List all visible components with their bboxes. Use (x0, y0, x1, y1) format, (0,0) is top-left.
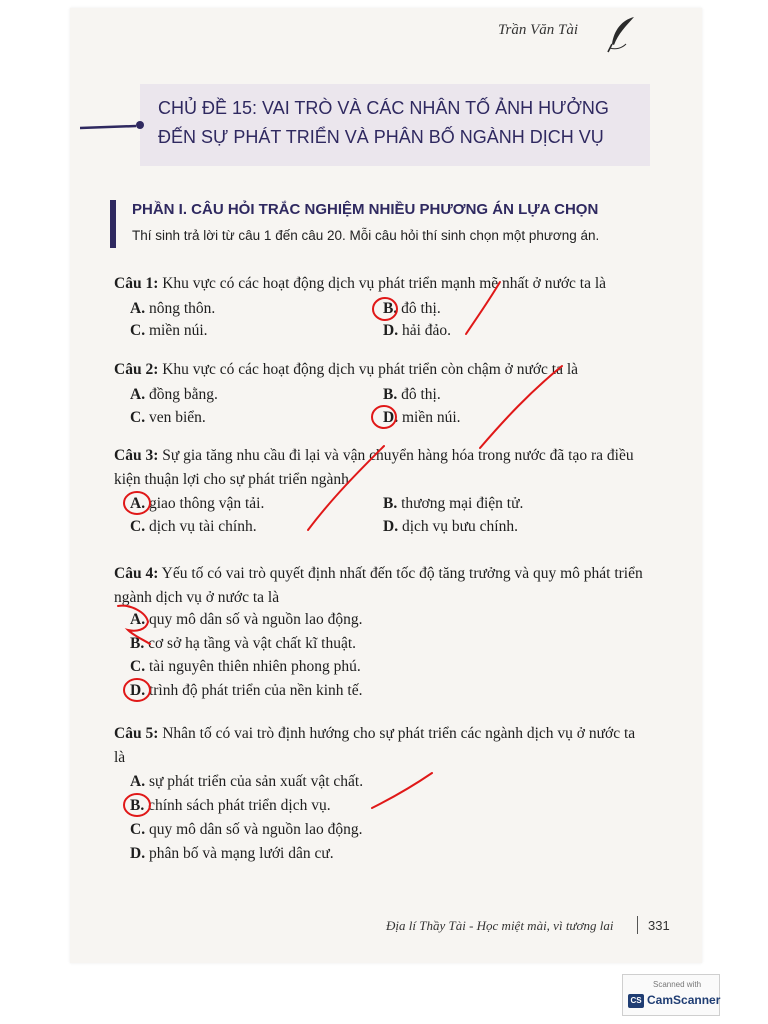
question-stem (114, 272, 649, 296)
option-2c: C. ven biển. (130, 409, 206, 426)
section-accent-bar (110, 200, 116, 248)
question-text: Sự gia tăng nhu cầu đi lại và vận chuyển hàng hóa trong nước đã tạo ra điều kiện thuận lợi cho sự phát triển ngành (114, 447, 634, 488)
question-stem (114, 722, 649, 770)
option-1d: D. hải đảo. (383, 322, 452, 339)
question-text: Nhân tố có vai trò định hướng cho sự phát triển các ngành dịch vụ ở nước ta là (114, 725, 636, 766)
section-instruction: Thí sinh trả lời từ câu 1 đến câu 20. Mỗi câu hỏi thí sinh chọn một phương án. (132, 228, 600, 243)
page-number: 331 (648, 918, 670, 933)
option-4c: C. tài nguyên thiên nhiên phong phú. (130, 658, 361, 675)
option-1a: A. nông thôn. (130, 300, 216, 317)
camscanner-watermark: Scanned with CS CamScanner (622, 974, 720, 1016)
option-3a: A. giao thông vận tải. (130, 495, 265, 512)
question-stem (114, 444, 649, 492)
chapter-title (158, 94, 638, 152)
question-number: Câu 3: (114, 447, 159, 464)
question-number: Câu 1: (114, 275, 159, 292)
option-4a: A. quy mô dân số và nguồn lao động. (130, 611, 363, 628)
question-5 (114, 722, 649, 770)
question-2 (114, 358, 649, 382)
question-1 (114, 272, 649, 296)
section-title: PHẦN I. CÂU HỎI TRẮC NGHIỆM NHIỀU PHƯƠNG ÁN LỰA CHỌN (132, 201, 599, 218)
option-5b: B. chính sách phát triển dịch vụ. (130, 797, 331, 814)
footer-text: Địa lí Thầy Tài - Học miệt mài, vì tương lai (386, 918, 614, 933)
option-5c: C. quy mô dân số và nguồn lao động. (130, 821, 363, 838)
option-2a: A. đồng bằng. (130, 386, 218, 403)
option-4d: D. trình độ phát triển của nền kinh tế. (130, 682, 363, 699)
option-3b: B. thương mại điện tử. (383, 495, 524, 512)
question-text: Khu vực có các hoạt động dịch vụ phát triển mạnh mẽ nhất ở nước ta là (162, 275, 607, 292)
question-number: Câu 5: (114, 725, 159, 742)
author-name: Trần Văn Tài (498, 22, 579, 38)
question-text: Khu vực có các hoạt động dịch vụ phát triển còn chậm ở nước ta là (162, 361, 579, 378)
question-number: Câu 2: (114, 361, 159, 378)
option-2b: B. đô thị. (383, 386, 441, 403)
option-4b: B. cơ sở hạ tầng và vật chất kĩ thuật. (130, 635, 357, 652)
chapter-title-line2: ĐẾN SỰ PHÁT TRIỂN VÀ PHÂN BỐ NGÀNH DỊCH VỤ (158, 127, 604, 147)
camscanner-logo-icon: CS (628, 994, 644, 1008)
chapter-title-line1: CHỦ ĐỀ 15: VAI TRÒ VÀ CÁC NHÂN TỐ ẢNH HƯỞNG (158, 98, 609, 118)
feather-icon (604, 14, 640, 54)
option-1b: B. đô thị. (383, 300, 441, 317)
option-2d: D. miền núi. (383, 409, 461, 426)
question-text: Yếu tố có vai trò quyết định nhất đến tốc độ tăng trưởng và quy mô phát triển ngành dịch vụ ở nước ta là (114, 565, 643, 606)
question-number: Câu 4: (114, 565, 159, 582)
question-3 (114, 444, 649, 492)
option-5d: D. phân bố và mạng lưới dân cư. (130, 845, 334, 862)
question-stem (114, 562, 649, 610)
option-3d: D. dịch vụ bưu chính. (383, 518, 518, 535)
option-1c: C. miền núi. (130, 322, 208, 339)
option-5a: A. sự phát triển của sản xuất vật chất. (130, 773, 364, 790)
question-4 (114, 562, 649, 610)
option-3c: C. dịch vụ tài chính. (130, 518, 257, 535)
question-stem (114, 358, 649, 382)
footer-divider (637, 916, 638, 934)
chapter-connector-icon (80, 112, 150, 134)
